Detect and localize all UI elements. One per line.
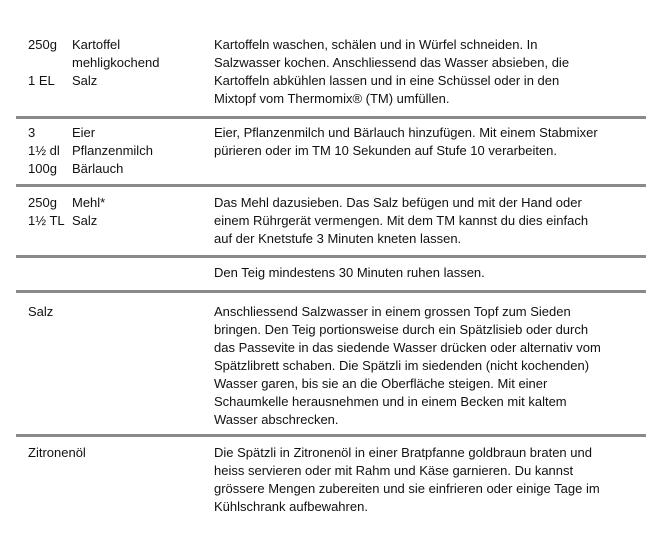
ingredient [28,444,208,462]
ingredient [28,303,208,321]
ingredient-name: Eier [72,125,96,140]
ingredient-quantity: 1 EL [28,73,55,88]
step-instruction: Anschliessend Salzwasser in einem grossen Topf zum Sieden bringen. Den Teig portionsweise durch ein Spätzlisieb oder durch das Passevite in das siedende Wasser drücken oder alternativ vom Spätzlibrett schaben. Die Spätzli im siedenden (nicht kochenden) Wasser garen, bis sie an die Oberfläche steigen. Mit einer Schaumkelle herausnehmen und in einem Becken mit kaltem Wasser abschrecken. [214,304,601,427]
step-instruction: Die Spätzli in Zitronenöl in einer Bratpfanne goldbraun braten und heiss servieren oder mit Rahm und Käse garnieren. Du kannst grössere Mengen zubereiten und sie einfrieren oder einige Tage im Kühlschrank aufbewahren. [214,445,600,514]
step-instruction: Den Teig mindestens 30 Minuten ruhen lassen. [214,265,485,280]
ingredient [28,194,208,212]
ingredient-name: Bärlauch [72,161,124,176]
step-instruction: Eier, Pflanzenmilch und Bärlauch hinzufügen. Mit einem Stabmixer pürieren oder im TM 10 Sekunden auf Stufe 10 verarbeiten. [214,125,598,158]
row-divider [16,184,646,187]
ingredient-list [28,36,208,90]
ingredient-name: Mehl* [72,195,106,210]
ingredient-name: Salz [72,213,98,228]
ingredient-name: Zitronenöl [28,445,86,460]
ingredient-name: Salz [72,73,98,88]
step-instruction: Kartoffeln waschen, schälen und in Würfel schneiden. In Salzwasser kochen. Anschliessend das Wasser absieben, die Kartoffeln abkühlen lassen und in eine Schüssel oder in den Mixtopf vom Thermomix® (TM) umfüllen. [214,37,570,106]
ingredient-quantity: 250g [28,195,57,210]
ingredient-list [28,124,208,178]
ingredient-list [28,303,208,321]
ingredient-name: Salz [28,304,54,319]
ingredient [28,142,208,160]
ingredient-name: Pflanzenmilch [72,143,153,158]
row-divider [16,255,646,258]
ingredient [28,124,208,142]
ingredient-list [28,194,208,230]
ingredient [28,36,208,72]
row-divider [16,116,646,119]
ingredient-quantity: 100g [28,161,57,176]
ingredient [28,212,208,230]
ingredient [28,160,208,178]
ingredient-quantity: 1½ dl [28,143,60,158]
ingredient-quantity: 1½ TL [28,213,65,228]
ingredient [28,72,208,90]
row-divider [16,434,646,437]
ingredient-name: Kartoffel mehligkochend [72,37,160,70]
row-divider [16,290,646,293]
ingredient-list [28,444,208,462]
step-instruction: Das Mehl dazusieben. Das Salz befügen und mit der Hand oder einem Rührgerät vermengen. Mit dem TM kannst du dies einfach auf der Knetstufe 3 Minuten kneten lassen. [214,195,589,246]
ingredient-quantity: 3 [28,125,36,140]
ingredient-quantity: 250g [28,37,57,52]
